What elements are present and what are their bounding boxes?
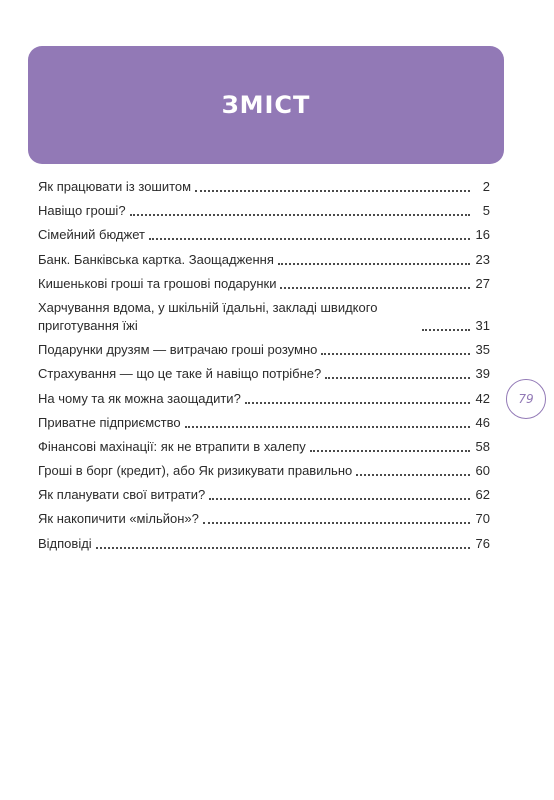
toc-entry-page: 35 bbox=[475, 342, 490, 358]
toc-entry-title: На чому та як можна заощадити? bbox=[38, 390, 241, 406]
toc-entry bbox=[38, 178, 490, 196]
toc-entry bbox=[38, 341, 490, 359]
dot-leader bbox=[321, 353, 470, 355]
toc-entry bbox=[38, 299, 490, 335]
toc-entry bbox=[38, 462, 490, 480]
toc-entry-title: Приватне підприємство bbox=[38, 414, 181, 430]
toc-entry bbox=[38, 438, 490, 456]
toc-entry-page: 23 bbox=[475, 251, 490, 267]
dot-leader bbox=[203, 522, 470, 524]
dot-leader bbox=[310, 450, 470, 452]
toc-entry-title: Харчування вдома, у шкільній їдальні, закладі швидкого приготування їжі bbox=[38, 299, 378, 333]
toc-entry bbox=[38, 535, 490, 553]
toc-entry-title: Кишенькові гроші та грошові подарунки bbox=[38, 275, 277, 291]
dot-leader bbox=[130, 214, 470, 216]
toc-entry bbox=[38, 390, 490, 408]
toc-entry-page: 27 bbox=[475, 275, 490, 291]
toc-entry-page: 2 bbox=[482, 179, 490, 194]
contents-banner bbox=[28, 46, 504, 164]
toc-entry-title: Як працювати із зошитом bbox=[38, 179, 192, 194]
dot-leader bbox=[356, 474, 470, 476]
dot-leader bbox=[96, 547, 470, 549]
toc-entry-page: 39 bbox=[475, 366, 490, 382]
toc-entry-title: Навіщо гроші? bbox=[38, 203, 126, 219]
dot-leader bbox=[422, 329, 470, 331]
page-number: 79 bbox=[518, 392, 534, 406]
page-number-badge bbox=[506, 379, 546, 419]
toc-entry-title: Відповіді bbox=[38, 535, 92, 551]
toc-entry-page: 70 bbox=[475, 511, 490, 527]
toc-entry-page: 5 bbox=[482, 203, 490, 219]
toc-entry bbox=[38, 226, 490, 244]
toc-entry-page: 46 bbox=[475, 414, 490, 430]
dot-leader bbox=[245, 402, 470, 404]
toc-entry-title: Банк. Банківська картка. Заощадження bbox=[38, 251, 274, 267]
toc-entry-title: Фінансові махінації: як не втрапити в халепу bbox=[38, 438, 306, 454]
toc-entry bbox=[38, 510, 490, 528]
table-of-contents bbox=[38, 178, 490, 559]
toc-entry-page: 58 bbox=[475, 438, 490, 454]
toc-entry-page: 31 bbox=[475, 317, 490, 333]
dot-leader bbox=[195, 190, 470, 192]
toc-entry-title: Сімейний бюджет bbox=[38, 227, 145, 243]
dot-leader bbox=[278, 263, 470, 265]
dot-leader bbox=[280, 287, 470, 289]
toc-entry-title: Подарунки друзям — витрачаю гроші розумно bbox=[38, 342, 318, 358]
page-title: ЗМІСТ bbox=[221, 91, 311, 119]
dot-leader bbox=[149, 238, 470, 240]
toc-entry-title: Страхування — що це таке й навіщо потрібне? bbox=[38, 366, 322, 382]
toc-entry bbox=[38, 414, 490, 432]
toc-entry-title: Гроші в борг (кредит), або Як ризикувати правильно bbox=[38, 463, 353, 479]
toc-entry bbox=[38, 251, 490, 269]
dot-leader bbox=[325, 377, 470, 379]
toc-entry-title: Як накопичити «мільйон»? bbox=[38, 511, 199, 527]
toc-entry-title: Як планувати свої витрати? bbox=[38, 487, 206, 503]
toc-entry-page: 62 bbox=[475, 487, 490, 503]
toc-entry bbox=[38, 365, 490, 383]
toc-entry-page: 16 bbox=[475, 227, 490, 243]
toc-entry bbox=[38, 486, 490, 504]
toc-entry-page: 76 bbox=[475, 535, 490, 551]
toc-entry-page: 42 bbox=[475, 390, 490, 406]
dot-leader bbox=[209, 498, 470, 500]
toc-entry bbox=[38, 202, 490, 220]
toc-entry-page: 60 bbox=[475, 463, 490, 479]
dot-leader bbox=[185, 426, 470, 428]
toc-entry bbox=[38, 275, 490, 293]
